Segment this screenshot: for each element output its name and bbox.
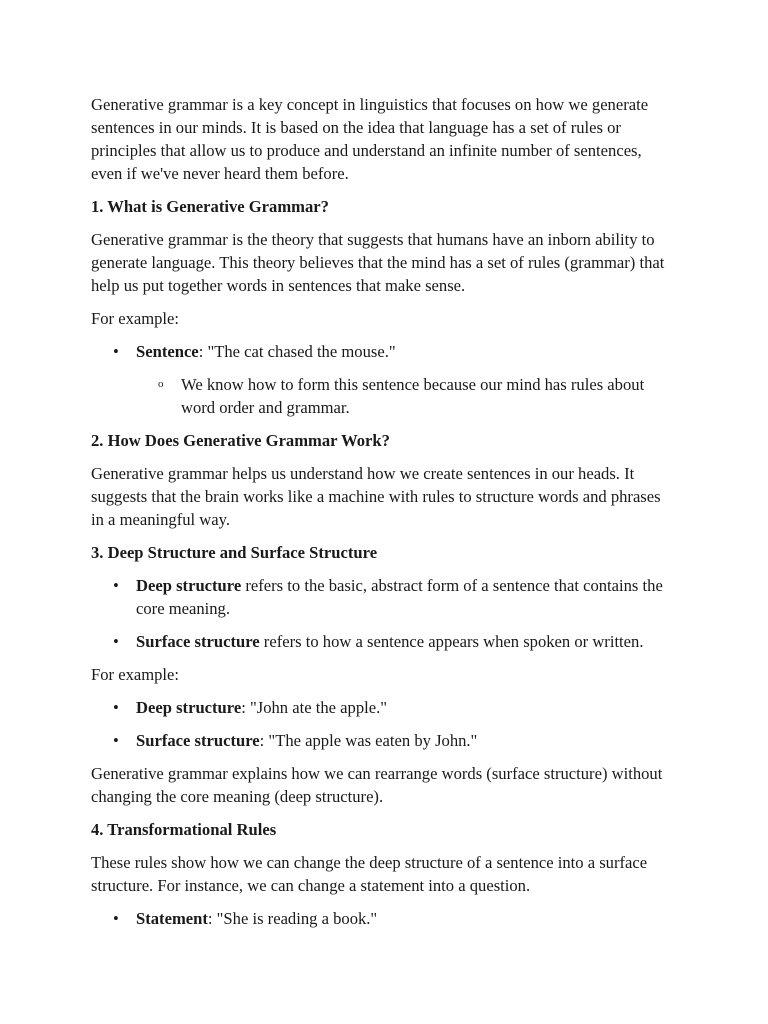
list-item-term: Surface structure bbox=[136, 632, 260, 651]
section-3-example-list bbox=[91, 696, 676, 752]
list-item-term: Surface structure bbox=[136, 731, 260, 750]
list-item-term: Deep structure bbox=[136, 576, 242, 595]
section-2-paragraph: Generative grammar helps us understand how we create sentences in our heads. It suggests that the brain works like a machine with rules to structure words and phrases in a meaningful way. bbox=[91, 464, 661, 529]
list-item-term: Sentence bbox=[136, 342, 199, 361]
section-3-paragraph: Generative grammar explains how we can rearrange words (surface structure) without changing the core meaning (deep structure). bbox=[91, 764, 663, 806]
section-3-heading: 3. Deep Structure and Surface Structure bbox=[91, 543, 378, 562]
list-item bbox=[91, 696, 676, 719]
list-item bbox=[91, 340, 676, 363]
list-item bbox=[91, 630, 676, 653]
list-item-text: : "The cat chased the mouse." bbox=[198, 342, 396, 361]
list-item bbox=[91, 729, 676, 752]
sub-list-item-text: We know how to form this sentence because our mind has rules about word order and grammar. bbox=[181, 375, 645, 417]
list-item-text: : "The apple was eaten by John." bbox=[259, 731, 478, 750]
section-4-heading: 4. Transformational Rules bbox=[91, 820, 277, 839]
list-item-text: refers to the basic, abstract form of a sentence that contains the core meaning. bbox=[136, 576, 663, 618]
list-item-term: Deep structure bbox=[136, 698, 242, 717]
list-item-text: refers to how a sentence appears when spoken or written. bbox=[259, 632, 644, 651]
list-item bbox=[91, 907, 676, 930]
sub-list-item bbox=[91, 373, 676, 419]
section-4-list bbox=[91, 907, 676, 930]
section-4-paragraph: These rules show how we can change the deep structure of a sentence into a surface structure. For instance, we can change a statement into a question. bbox=[91, 853, 648, 895]
section-3-definition-list bbox=[91, 574, 676, 653]
list-item-text: : "She is reading a book." bbox=[207, 909, 378, 928]
list-item-text: : "John ate the apple." bbox=[241, 698, 388, 717]
intro-paragraph: Generative grammar is a key concept in linguistics that focuses on how we generate sentences in our minds. It is based on the idea that language has a set of rules or principles that allow us to produce and understand an infinite number of sentences, even if we've never heard them before. bbox=[91, 95, 649, 183]
list-item bbox=[91, 574, 676, 620]
section-1-example-label: For example: bbox=[91, 309, 180, 328]
list-item-term: Statement bbox=[136, 909, 208, 928]
section-1-list bbox=[91, 340, 676, 419]
section-1-heading: 1. What is Generative Grammar? bbox=[91, 197, 329, 216]
section-2-heading: 2. How Does Generative Grammar Work? bbox=[91, 431, 390, 450]
section-3-example-label: For example: bbox=[91, 665, 180, 684]
section-1-paragraph: Generative grammar is the theory that suggests that humans have an inborn ability to generate language. This theory believes that the mind has a set of rules (grammar) that help us put together words in sentences that make sense. bbox=[91, 230, 665, 295]
